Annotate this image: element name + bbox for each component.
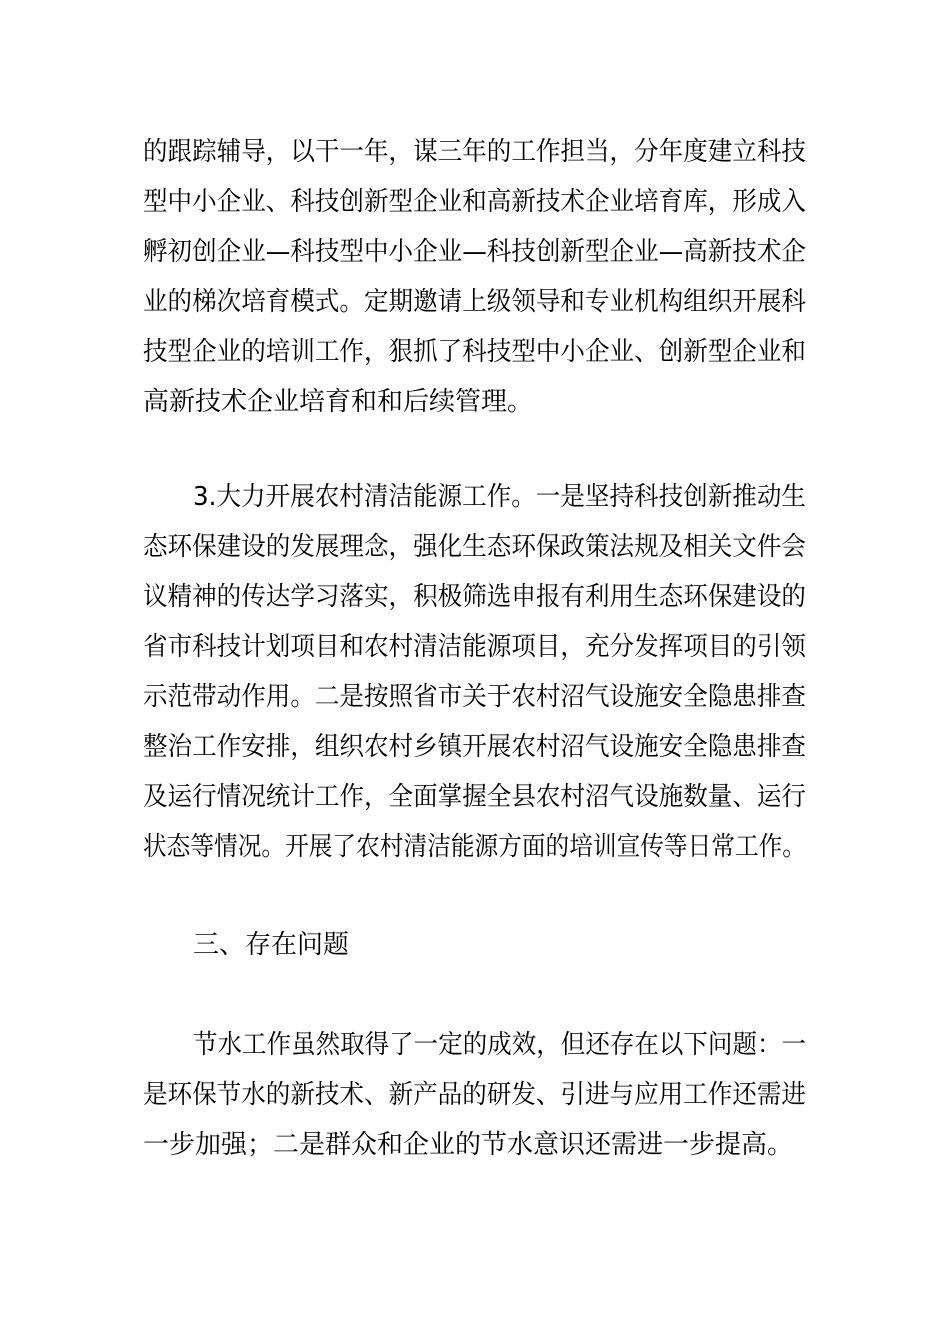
paragraph-line <box>0 127 950 177</box>
line-text: 型中小企业、科技创新型企业和高新技术企业培育库，形成入 <box>143 187 806 217</box>
line-text: 业的梯次培育模式。定期邀请上级领导和专业机构组织开展科 <box>143 287 806 317</box>
line-text: 状态等情况。开展了农村清洁能源方面的培训宣传等日常工作。 <box>143 832 807 862</box>
line-text: 省市科技计划项目和农村清洁能源项目，充分发挥项目的引领 <box>143 632 806 662</box>
heading-text: 三、存在问题 <box>193 930 350 960</box>
paragraph-line <box>0 772 950 822</box>
line-text: 议精神的传达学习落实，积极筛选申报有利用生态环保建设的 <box>143 582 806 612</box>
line-text: 一步加强；二是群众和企业的节水意识还需进一步提高。 <box>143 1130 794 1160</box>
paragraph-line <box>0 572 950 622</box>
line-text: 态环保建设的发展理念，强化生态环保政策法规及相关文件会 <box>143 532 806 562</box>
line-text: 整治工作安排，组织农村乡镇开展农村沼气设施安全隐患排查 <box>143 732 806 762</box>
line-text: 节水工作虽然取得了一定的成效，但还存在以下问题：一 <box>193 1030 807 1060</box>
paragraph-line <box>0 177 950 227</box>
paragraph-line <box>0 622 950 672</box>
section-heading <box>0 920 950 970</box>
paragraph-line <box>0 522 950 572</box>
paragraph-line <box>0 672 950 722</box>
paragraph-line <box>0 277 950 327</box>
line-text: 及运行情况统计工作，全面掌握全县农村沼气设施数量、运行 <box>143 782 806 812</box>
line-text: 的跟踪辅导，以干一年，谋三年的工作担当，分年度建立科技 <box>143 137 806 167</box>
line-text: 技型企业的培训工作，狠抓了科技型中小企业、创新型企业和 <box>143 337 806 367</box>
paragraph-line <box>0 822 950 872</box>
paragraph-line <box>0 722 950 772</box>
line-text: 3.大力开展农村清洁能源工作。一是坚持科技创新推动生 <box>193 482 806 512</box>
paragraph-line <box>0 227 950 277</box>
line-text: 孵初创企业—科技型中小企业—科技创新型企业—高新技术企 <box>143 237 806 267</box>
line-text: 示范带动作用。二是按照省市关于农村沼气设施安全隐患排查 <box>143 682 806 712</box>
line-text: 是环保节水的新技术、新产品的研发、引进与应用工作还需进 <box>143 1080 806 1110</box>
paragraph-line <box>0 472 950 522</box>
paragraph-line <box>0 1120 950 1170</box>
paragraph-line <box>0 1070 950 1120</box>
paragraph-line <box>0 327 950 377</box>
paragraph-line <box>0 1020 950 1070</box>
line-text: 高新技术企业培育和和后续管理。 <box>143 387 534 417</box>
paragraph-line <box>0 377 950 427</box>
